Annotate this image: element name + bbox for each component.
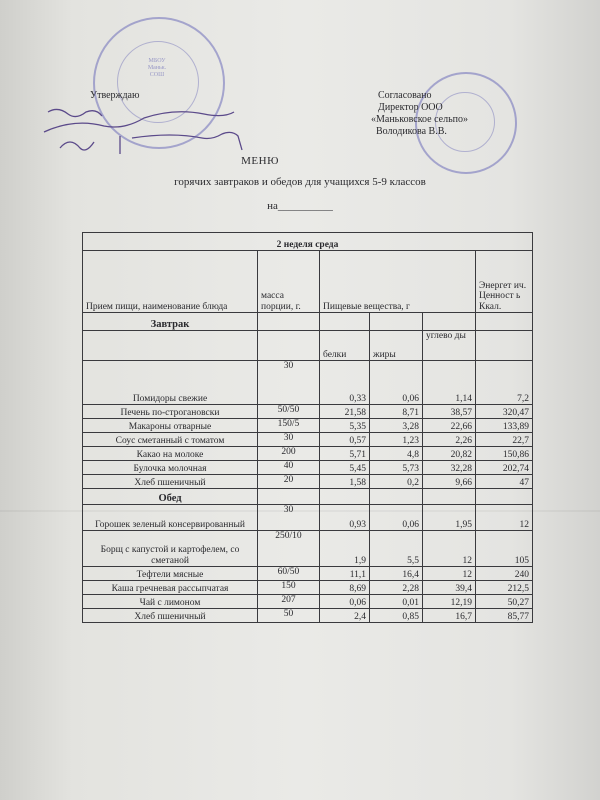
energy-value: 22,7 [476, 433, 533, 447]
energy-value: 47 [476, 475, 533, 489]
carb-value: 12 [423, 531, 476, 567]
energy-value: 212,5 [476, 581, 533, 595]
protein-value: 2,4 [320, 609, 370, 623]
protein-value: 8,69 [320, 581, 370, 595]
fat-value: 0,06 [370, 505, 423, 531]
energy-value: 50,27 [476, 595, 533, 609]
table-row [83, 447, 533, 461]
col-protein-header: белки [320, 331, 370, 361]
table-row [83, 475, 533, 489]
agreed-line-1: Согласовано [378, 90, 432, 101]
portion-mass: 250/10 [258, 531, 320, 567]
dish-name: Горошек зеленый консервированный [83, 505, 258, 531]
carb-value: 2,26 [423, 433, 476, 447]
protein-value: 0,06 [320, 595, 370, 609]
fat-value: 0,2 [370, 475, 423, 489]
carb-value: 1,95 [423, 505, 476, 531]
protein-value: 5,71 [320, 447, 370, 461]
carb-value: 22,66 [423, 419, 476, 433]
protein-value: 5,45 [320, 461, 370, 475]
col-mass-header: масса порции, г. [258, 251, 320, 313]
col-fat-header: жиры [370, 331, 423, 361]
fat-value: 2,28 [370, 581, 423, 595]
energy-value: 240 [476, 567, 533, 581]
doc-title: МЕНЮ [241, 155, 279, 167]
dish-name: Соус сметанный с томатом [83, 433, 258, 447]
protein-value: 21,58 [320, 405, 370, 419]
doc-date-line: на__________ [267, 200, 333, 212]
dish-name: Печень по-строгановски [83, 405, 258, 419]
dish-name: Чай с лимоном [83, 595, 258, 609]
carb-value: 12 [423, 567, 476, 581]
fat-value: 16,4 [370, 567, 423, 581]
carb-value: 9,66 [423, 475, 476, 489]
breakfast-section: Завтрак [83, 313, 258, 331]
dish-name: Булочка молочная [83, 461, 258, 475]
agreed-line-3: «Маньковское сельпо» [371, 114, 469, 125]
dish-name: Макароны отварные [83, 419, 258, 433]
fat-value: 0,85 [370, 609, 423, 623]
portion-mass: 30 [258, 361, 320, 405]
col-nutrients-header: Пищевые вещества, г [320, 251, 476, 313]
protein-value: 0,93 [320, 505, 370, 531]
dish-name: Помидоры свежие [83, 361, 258, 405]
protein-value: 0,57 [320, 433, 370, 447]
fat-value: 0,06 [370, 361, 423, 405]
portion-mass: 150 [258, 581, 320, 595]
fat-value: 0,01 [370, 595, 423, 609]
carb-value: 39,4 [423, 581, 476, 595]
portion-mass: 50/50 [258, 405, 320, 419]
fat-value: 3,28 [370, 419, 423, 433]
energy-value: 105 [476, 531, 533, 567]
portion-mass: 207 [258, 595, 320, 609]
table-row [83, 433, 533, 447]
stamp-center-text: МБОУ Маньк. СОШ [147, 58, 167, 78]
table-row [83, 609, 533, 623]
fat-value: 4,8 [370, 447, 423, 461]
portion-mass: 30 [258, 505, 320, 531]
portion-mass: 200 [258, 447, 320, 461]
agreed-line-2: Директор ООО [378, 102, 443, 113]
menu-table [82, 232, 533, 623]
fat-value: 8,71 [370, 405, 423, 419]
fat-value: 1,23 [370, 433, 423, 447]
doc-subtitle: горячих завтраков и обедов для учащихся 5-9 классов [174, 176, 426, 188]
protein-value: 11,1 [320, 567, 370, 581]
protein-value: 0,33 [320, 361, 370, 405]
energy-value: 12 [476, 505, 533, 531]
carb-value: 12,19 [423, 595, 476, 609]
dish-name: Тефтели мясные [83, 567, 258, 581]
col-energy-header: Энергет ич. Ценност ь Ккал. [476, 251, 533, 313]
table-row [83, 505, 533, 531]
protein-value: 5,35 [320, 419, 370, 433]
portion-mass: 30 [258, 433, 320, 447]
dish-name: Хлеб пшеничный [83, 609, 258, 623]
portion-mass: 50 [258, 609, 320, 623]
portion-mass: 40 [258, 461, 320, 475]
portion-mass: 60/50 [258, 567, 320, 581]
table-row [83, 567, 533, 581]
table-row [83, 461, 533, 475]
agreed-line-4: Володикова В.В. [376, 126, 447, 137]
approve-label: Утверждаю [90, 90, 140, 101]
energy-value: 320,47 [476, 405, 533, 419]
protein-value: 1,58 [320, 475, 370, 489]
carb-value: 32,28 [423, 461, 476, 475]
fat-value: 5,5 [370, 531, 423, 567]
portion-mass: 20 [258, 475, 320, 489]
table-row [83, 595, 533, 609]
energy-value: 133,89 [476, 419, 533, 433]
table-row [83, 531, 533, 567]
carb-value: 16,7 [423, 609, 476, 623]
table-caption: 2 неделя среда [83, 233, 533, 251]
energy-value: 150,86 [476, 447, 533, 461]
carb-value: 20,82 [423, 447, 476, 461]
table-row [83, 419, 533, 433]
carb-value: 38,57 [423, 405, 476, 419]
protein-value: 1,9 [320, 531, 370, 567]
energy-value: 85,77 [476, 609, 533, 623]
fat-value: 5,73 [370, 461, 423, 475]
energy-value: 7,2 [476, 361, 533, 405]
handwritten-signature [40, 100, 290, 160]
carb-value: 1,14 [423, 361, 476, 405]
col-dish-header: Прием пищи, наименование блюда [83, 251, 258, 313]
table-row [83, 405, 533, 419]
table-row [83, 581, 533, 595]
dish-name: Борщ с капустой и картофелем, со сметаной [83, 531, 258, 567]
table-row [83, 361, 533, 405]
lunch-section: Обед [83, 489, 258, 505]
portion-mass: 150/5 [258, 419, 320, 433]
energy-value: 202,74 [476, 461, 533, 475]
col-carb-header: углево ды [423, 331, 476, 361]
dish-name: Каша гречневая рассыпчатая [83, 581, 258, 595]
dish-name: Хлеб пшеничный [83, 475, 258, 489]
dish-name: Какао на молоке [83, 447, 258, 461]
